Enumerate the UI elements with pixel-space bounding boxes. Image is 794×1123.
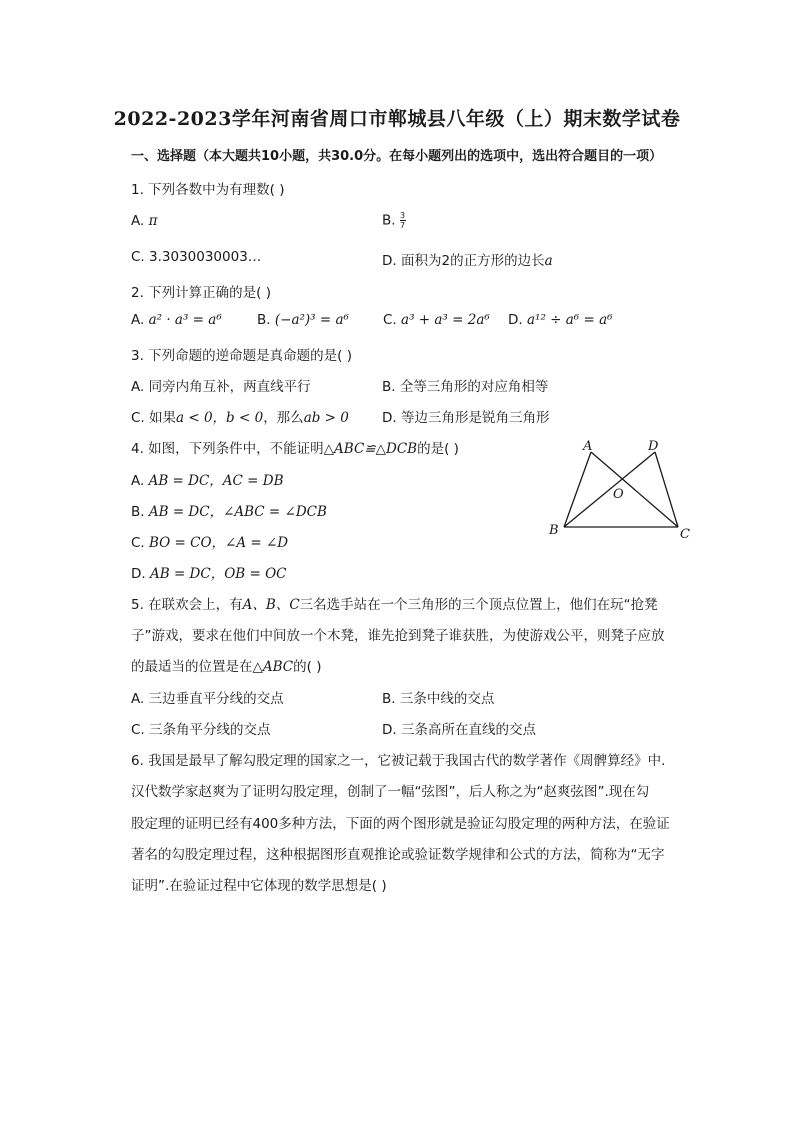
q1-option-b-label: B. xyxy=(382,212,396,229)
q3-option-d: D. 等边三角形是锐角三角形 xyxy=(382,410,550,426)
q2-option-c-math: a³ + a³ = 2a⁶ xyxy=(401,312,490,328)
q4-option-c-label: C. xyxy=(131,535,145,551)
q4-option-b-math: AB = DC，∠ABC = ∠DCB xyxy=(148,504,327,520)
question-1-stem: 1. 下列各数中为有理数( ) xyxy=(131,182,285,198)
q1-option-b xyxy=(382,211,406,230)
q2-option-a-math: a² · a³ = a⁶ xyxy=(148,312,222,328)
q1-option-c: C. 3.3030030003… xyxy=(131,249,262,265)
q2-option-d xyxy=(508,312,613,328)
q5-line1-math: A、B、C xyxy=(242,597,300,613)
q4-stem-math: △ABC≌△DCB xyxy=(323,441,418,457)
segment-dc xyxy=(655,452,678,527)
q4-stem-pre: 4. 如图，下列条件中，不能证明 xyxy=(131,441,324,457)
q1-option-a xyxy=(131,213,157,229)
q4-option-b-label: B. xyxy=(131,504,145,520)
q4-option-a-label: A. xyxy=(131,473,145,489)
q2-option-a xyxy=(131,312,222,328)
q4-option-c xyxy=(131,531,288,551)
q3-option-c-pre: C. 如果 xyxy=(131,410,177,426)
question-3-stem: 3. 下列命题的逆命题是真命题的是( ) xyxy=(131,348,352,364)
q2-option-a-label: A. xyxy=(131,312,145,328)
q2-option-b-label: B. xyxy=(257,312,271,328)
q1-option-d xyxy=(382,249,553,269)
question-6-line-1: 6. 我国是最早了解勾股定理的国家之一，它被记载于我国古代的数学著作《周髀算经》中. xyxy=(131,753,666,769)
q2-option-d-label: D. xyxy=(508,312,523,328)
q5-line1-pre: 5. 在联欢会上，有 xyxy=(131,597,243,613)
label-a: A xyxy=(583,439,593,454)
segment-ac xyxy=(591,452,678,527)
q2-option-b-math: (−a²)³ = a⁶ xyxy=(274,312,349,328)
q3-option-a: A. 同旁内角互补，两直线平行 xyxy=(131,379,311,395)
q2-option-c-label: C. xyxy=(383,312,397,328)
label-d: D xyxy=(648,439,659,454)
question-4-stem xyxy=(131,437,459,457)
q4-stem-post: 的是( ) xyxy=(417,441,459,457)
q5-option-d: D. 三条高所在直线的交点 xyxy=(382,722,536,738)
q4-option-a xyxy=(131,469,284,489)
label-c: C xyxy=(680,527,690,542)
fraction-denominator: 7 xyxy=(400,221,406,230)
q4-option-a-math: AB = DC，AC = DB xyxy=(148,473,284,489)
question-6-line-5: 证明”.在验证过程中它体现的数学思想是( ) xyxy=(131,878,387,894)
q4-option-b xyxy=(131,500,327,520)
q1-option-a-math: π xyxy=(148,213,158,229)
q5-option-a: A. 三边垂直平分线的交点 xyxy=(131,691,284,707)
q3-option-c-math: a < 0，b < 0 xyxy=(176,410,264,426)
q3-option-c xyxy=(131,406,349,426)
q5-line1-post: 三名选手站在一个三角形的三个顶点位置上，他们在玩“抢凳 xyxy=(299,597,658,613)
q1-option-d-math: a xyxy=(544,253,553,269)
q2-option-b xyxy=(257,312,349,328)
page-title: 2022-2023学年河南省周口市郸城县八年级（上）期末数学试卷 xyxy=(113,108,681,130)
q4-option-d-label: D. xyxy=(131,566,146,582)
q4-option-d xyxy=(131,562,286,582)
section-heading: 一、选择题（本大题共10小题，共30.0分。在每小题列出的选项中，选出符合题目的一项） xyxy=(131,149,663,164)
q1-option-b-fraction xyxy=(400,211,406,230)
q5-line3-math: △ABC xyxy=(252,659,294,675)
q4-option-d-math: AB = DC，OB = OC xyxy=(149,566,287,582)
question-5-line-1 xyxy=(131,593,658,613)
q4-option-c-math: BO = CO，∠A = ∠D xyxy=(149,535,289,551)
q2-option-c xyxy=(383,312,490,328)
fraction-numerator: 3 xyxy=(400,211,406,220)
question-2-stem: 2. 下列计算正确的是( ) xyxy=(131,285,271,301)
q3-option-c-math2: ab > 0 xyxy=(303,410,349,426)
q1-option-d-text: D. 面积为2的正方形的边长 xyxy=(382,253,545,269)
label-o: O xyxy=(613,487,624,502)
question-6-line-3: 股定理的证明已经有400多种方法，下面的两个图形就是验证勾股定理的两种方法，在验证 xyxy=(131,816,670,832)
q1-option-a-label: A. xyxy=(131,213,145,229)
label-b: B xyxy=(549,523,559,538)
q3-option-c-mid: ，那么 xyxy=(263,410,304,426)
q2-option-d-math: a¹² ÷ a⁶ = a⁶ xyxy=(526,312,613,328)
q5-option-c: C. 三条角平分线的交点 xyxy=(131,722,271,738)
question-6-line-2: 汉代数学家赵爽为了证明勾股定理，创制了一幅“弦图”，后人称之为“赵爽弦图”.现在勾 xyxy=(131,784,650,800)
q3-option-b: B. 全等三角形的对应角相等 xyxy=(382,379,549,395)
q4-geometry-figure xyxy=(540,432,700,547)
q5-option-b: B. 三条中线的交点 xyxy=(382,691,495,707)
q5-line3-pre: 的最适当的位置是在 xyxy=(131,659,253,675)
q5-line3-post: 的( ) xyxy=(293,659,322,675)
question-5-line-2: 子”游戏，要求在他们中间放一个木凳，谁先抢到凳子谁获胜，为使游戏公平，则凳子应放 xyxy=(131,628,665,644)
question-5-line-3 xyxy=(131,655,321,675)
question-6-line-4: 著名的勾股定理过程，这种根据图形直观推论或验证数学规律和公式的方法，简称为“无字 xyxy=(131,847,665,863)
